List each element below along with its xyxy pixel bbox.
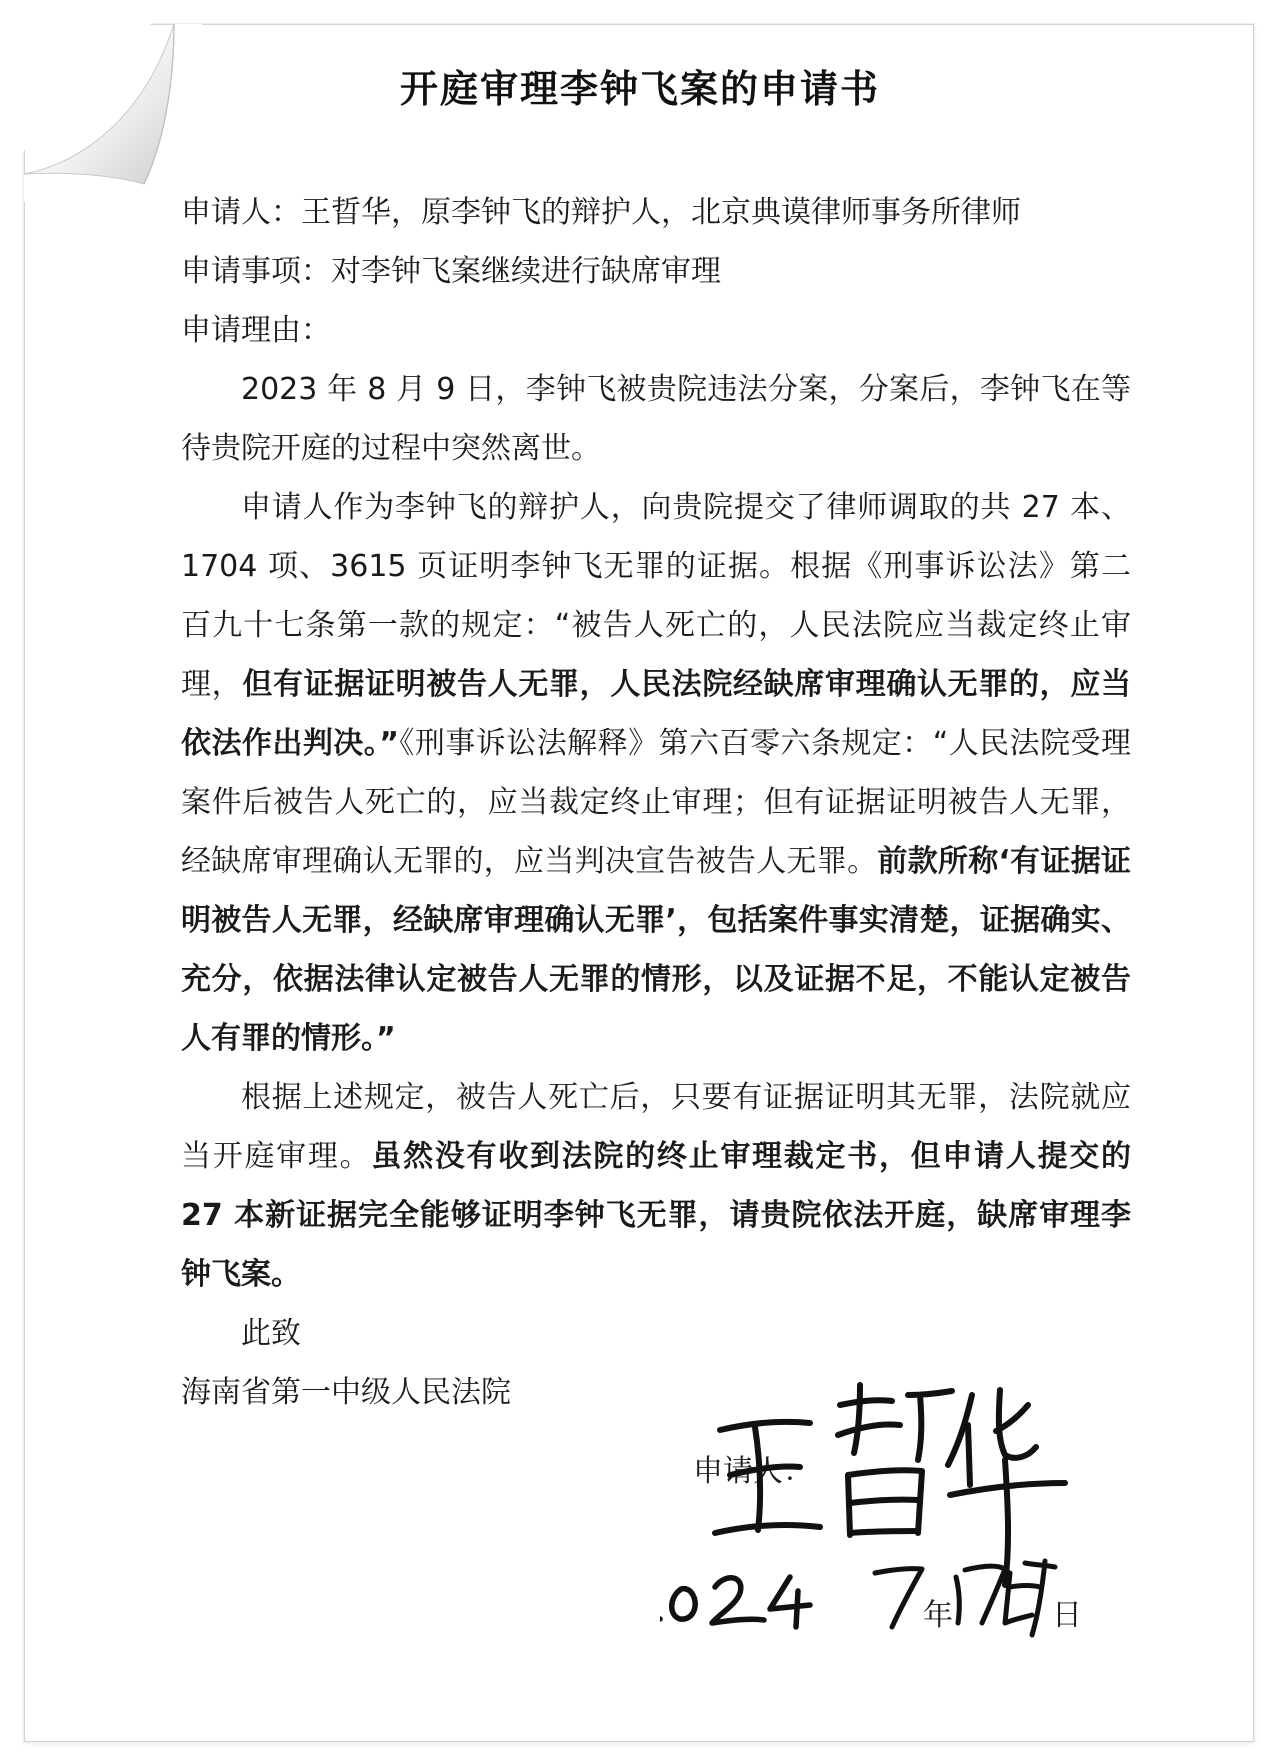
signature-label: 申请人：	[693, 1454, 813, 1489]
document-title: 开庭审理李钟飞案的申请书	[399, 67, 880, 111]
valediction: 此致	[241, 1316, 301, 1351]
addressee: 海南省第一中级人民法院	[181, 1375, 511, 1410]
paragraph-2-text-b: 《刑事诉讼法解释》第六百零六条规定：“人民法院受理案件后被告人死亡的，应当裁定终止审理；但有证据证明被告人无罪，经缺席审理确认无罪的，应当判决宣告被告人无罪。	[181, 726, 1132, 879]
paragraph-2-text-a: 申请人作为李钟飞的辩护人，向贵院提交了律师调取的共 27 本、1704 项、3615 页证明李钟飞无罪的证据。根据《刑事诉讼法》第二百九十七条第一款的规定：“被告人死亡的，人民法院应当裁定终止审理，	[181, 490, 1131, 702]
paragraph-3-bold: 虽然没有收到法院的终止审理裁定书，但申请人提交的 27 本新证据完全能够证明李钟飞无罪，请贵院依法开庭，缺席审理李钟飞案。	[181, 1139, 1132, 1292]
paragraph-3-text: 根据上述规定，被告人死亡后，只要有证据证明其无罪，法院就应当开庭审理。	[181, 1080, 1131, 1174]
paragraph-2-bold-b: 前款所称‘有证据证明被告人无罪，经缺席审理确认无罪’，包括案件事实清楚，证据确实、充分，依据法律认定被告人无罪的情形，以及证据不足，不能认定被告人有罪的情形。”	[181, 844, 1132, 1056]
paragraph-2	[181, 478, 1131, 1068]
date-year-char: 年	[923, 1598, 953, 1633]
paragraph-3	[181, 1068, 1131, 1304]
applicant-line: 申请人：王晢华，原李钟飞的辩护人，北京典谟律师事务所律师	[181, 195, 1021, 230]
document-body	[181, 183, 1131, 1422]
date-day-char: 日	[1052, 1598, 1082, 1633]
page-curl-icon	[24, 24, 202, 202]
paragraph-1: 2023 年 8 月 9 日，李钟飞被贵院违法分案，分案后，李钟飞在等待贵院开庭的过程中突然离世。	[181, 372, 1131, 466]
matter-line: 申请事项：对李钟飞案继续进行缺席审理	[181, 254, 721, 289]
paragraph-2-bold-a: 但有证据证明被告人无罪，人民法院经缺席审理确认无罪的，应当依法作出判决。”	[181, 667, 1132, 761]
reason-heading: 申请理由：	[181, 313, 331, 348]
